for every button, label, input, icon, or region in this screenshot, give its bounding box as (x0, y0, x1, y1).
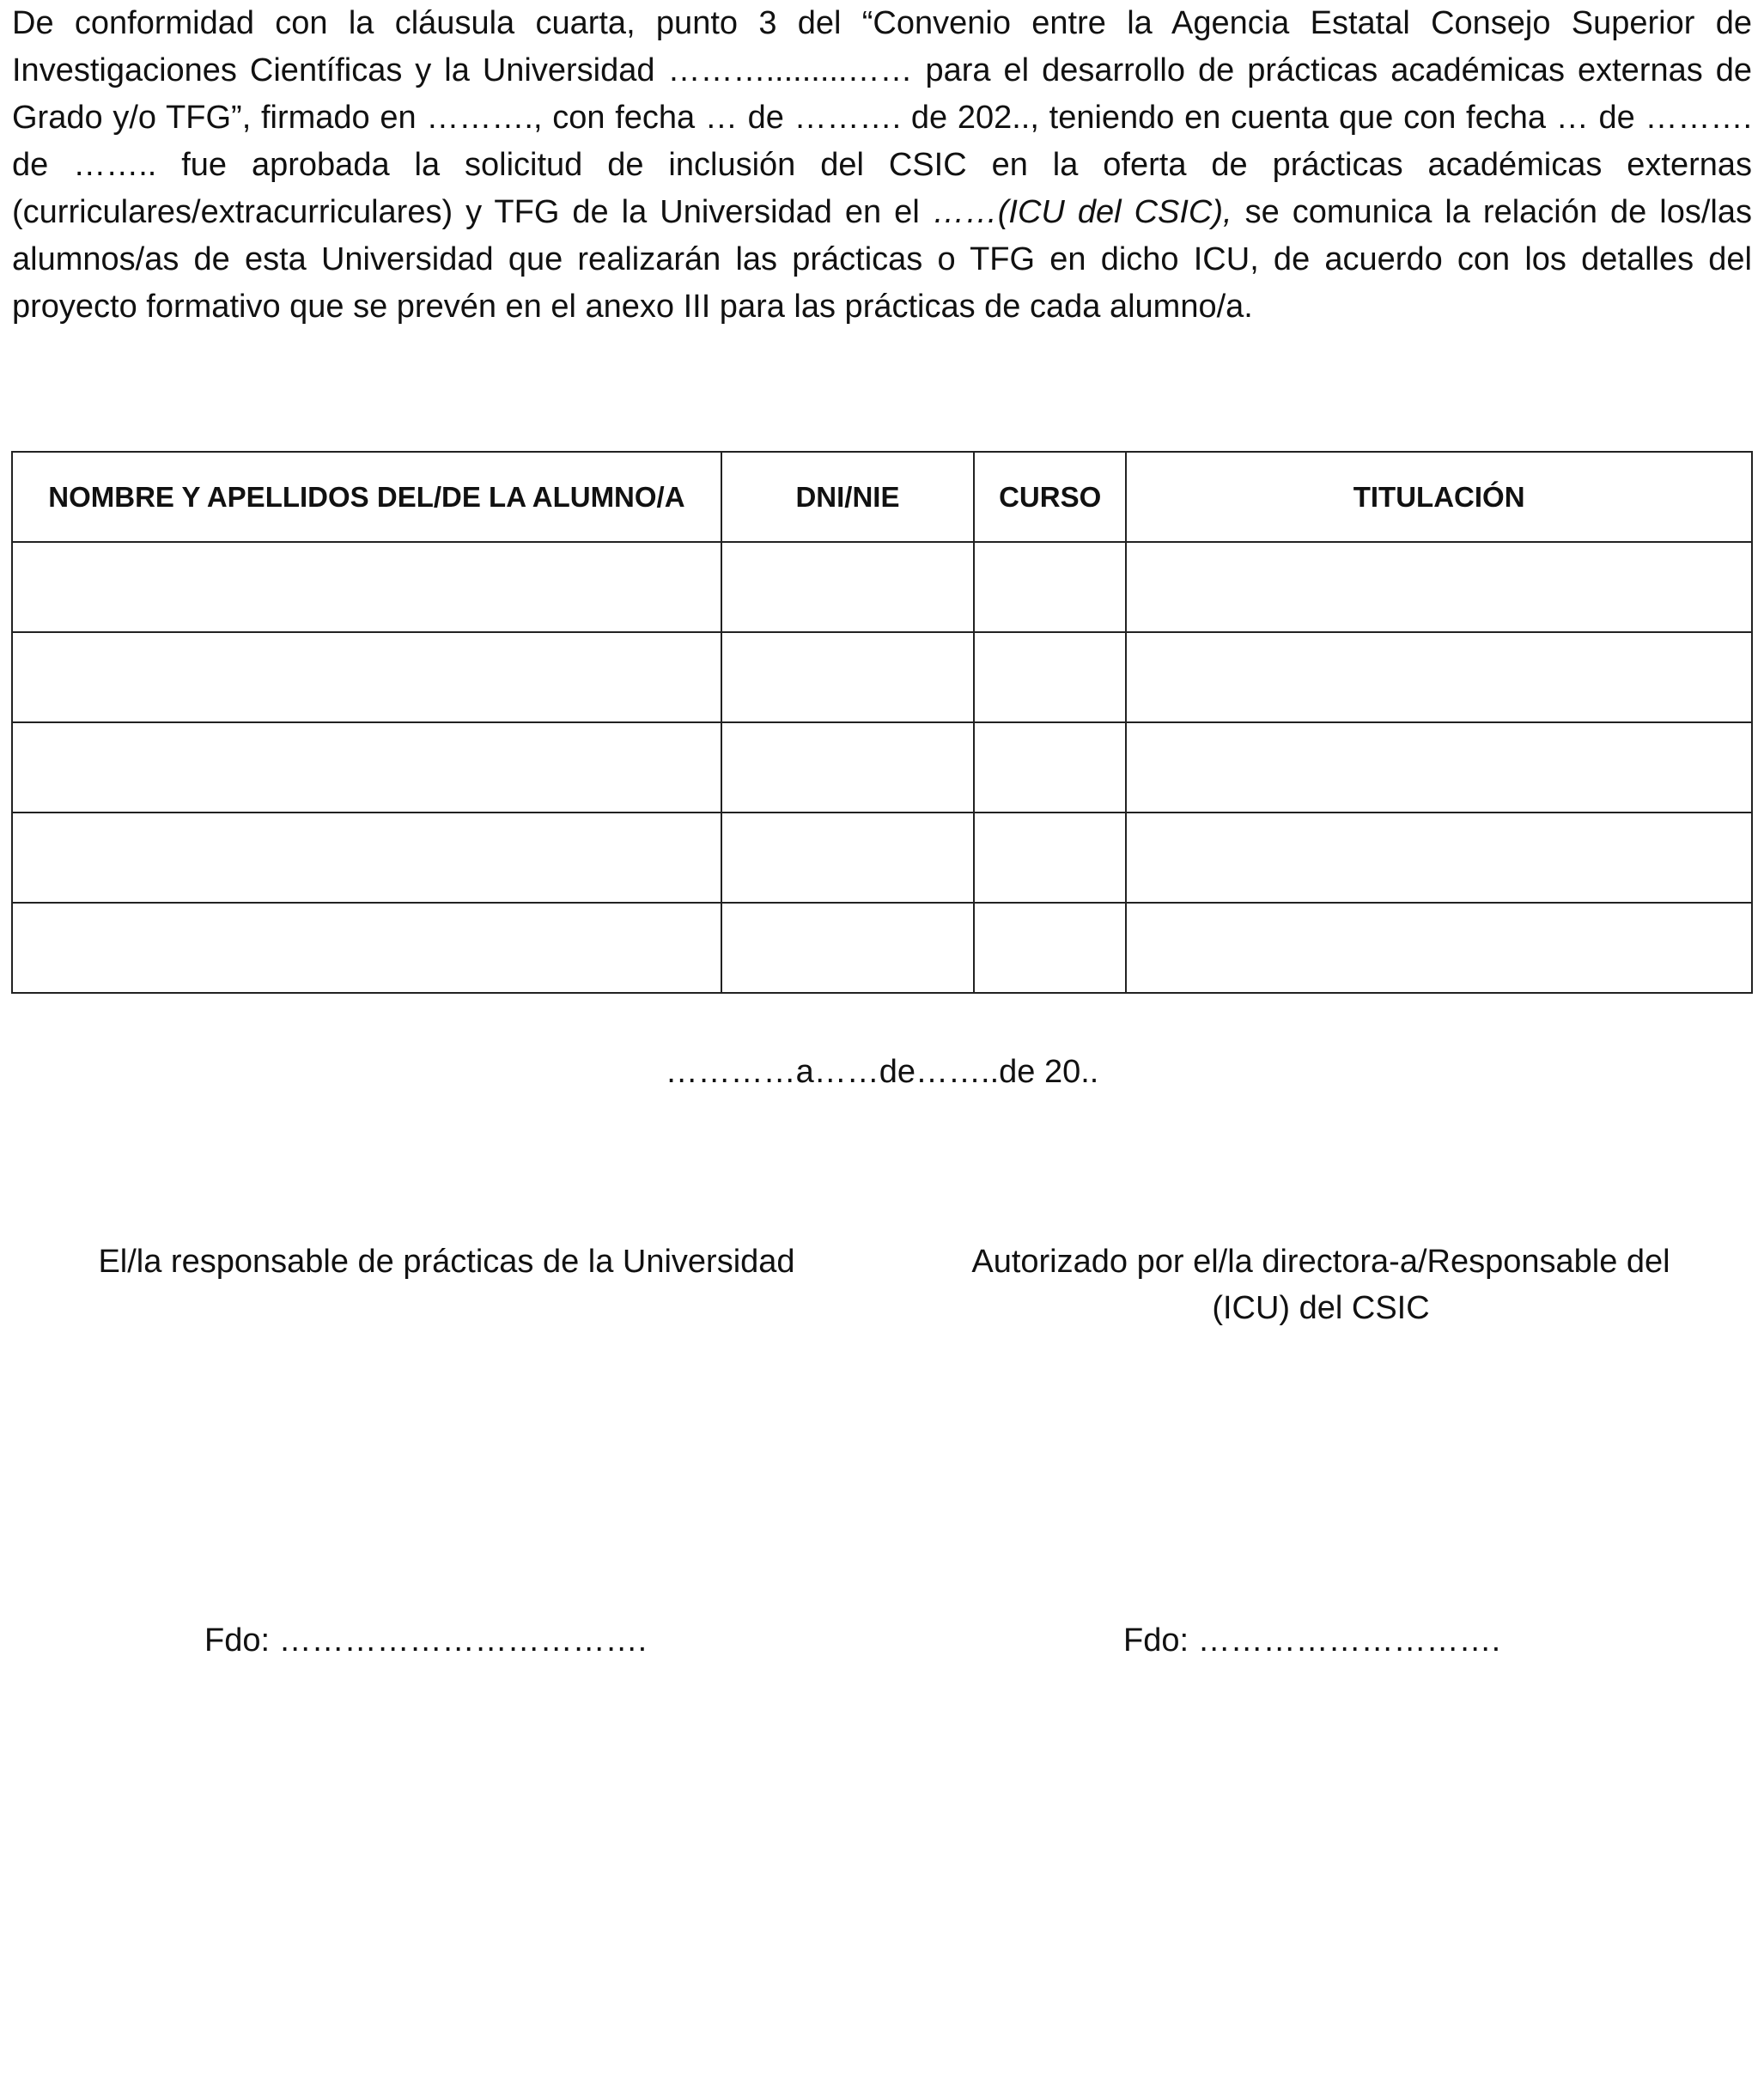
header-curso: CURSO (974, 452, 1126, 542)
cell-dni[interactable] (721, 542, 974, 632)
cell-name[interactable] (12, 813, 721, 903)
cell-dni[interactable] (721, 903, 974, 993)
cell-titulacion[interactable] (1126, 632, 1752, 722)
cell-dni[interactable] (721, 722, 974, 813)
cell-curso[interactable] (974, 722, 1126, 813)
table-row (12, 903, 1752, 993)
university-signature-line: Fdo: ……………………………. (204, 1622, 648, 1659)
cell-dni[interactable] (721, 632, 974, 722)
university-signatory-title (52, 1239, 842, 1285)
intro-text-italic: ……(ICU del CSIC), (932, 194, 1232, 230)
students-table (11, 451, 1753, 994)
header-titulacion: TITULACIÓN (1126, 452, 1752, 542)
cell-curso[interactable] (974, 813, 1126, 903)
csic-signatory-label-line2: (ICU) del CSIC (1212, 1290, 1430, 1326)
cell-curso[interactable] (974, 632, 1126, 722)
cell-titulacion[interactable] (1126, 813, 1752, 903)
cell-name[interactable] (12, 632, 721, 722)
header-name: NOMBRE Y APELLIDOS DEL/DE LA ALUMNO/A (12, 452, 721, 542)
csic-signatory-label-line1: Autorizado por el/la directora-a/Responsable del (971, 1244, 1670, 1280)
place-date-line: …………a……de……..de 20.. (665, 1054, 1099, 1090)
intro-text-part1: De conformidad con la cláusula cuarta, punto 3 del “Convenio entre la Agencia Estatal Consejo Superior de Investigaciones Científicas y la Universidad ……….........…… para el desarrollo de prácticas académicas externas de Grado y/o TFG”, firmado en ………., con fecha … de ………. de 202.., teniendo en cuenta que con fecha … de ………. de …….. fue aprobada la solicitud de inclusión del CSIC en la oferta de prácticas académicas externas (curriculares/extracurriculares) y TFG de la Universidad en el (12, 5, 1752, 230)
cell-titulacion[interactable] (1126, 542, 1752, 632)
cell-titulacion[interactable] (1126, 903, 1752, 993)
cell-curso[interactable] (974, 542, 1126, 632)
table-row (12, 632, 1752, 722)
table-row (12, 813, 1752, 903)
intro-paragraph (12, 0, 1752, 331)
table-row (12, 722, 1752, 813)
csic-signatory-title (909, 1239, 1733, 1331)
cell-name[interactable] (12, 542, 721, 632)
intro-text-part2: se comunica la relación de los/las alumnos/as de esta Universidad que realizarán las prácticas o TFG en dicho ICU, de acuerdo con los detalles del proyecto formativo que se prevén en el anexo III para las prácticas de cada alumno/a. (12, 194, 1752, 325)
cell-dni[interactable] (721, 813, 974, 903)
csic-signature-line: Fdo: ………………………. (1123, 1622, 1501, 1659)
cell-titulacion[interactable] (1126, 722, 1752, 813)
university-signatory-label: El/la responsable de prácticas de la Universidad (98, 1244, 795, 1280)
header-dni: DNI/NIE (721, 452, 974, 542)
table-row (12, 542, 1752, 632)
cell-name[interactable] (12, 722, 721, 813)
table-header-row (12, 452, 1752, 542)
cell-name[interactable] (12, 903, 721, 993)
cell-curso[interactable] (974, 903, 1126, 993)
